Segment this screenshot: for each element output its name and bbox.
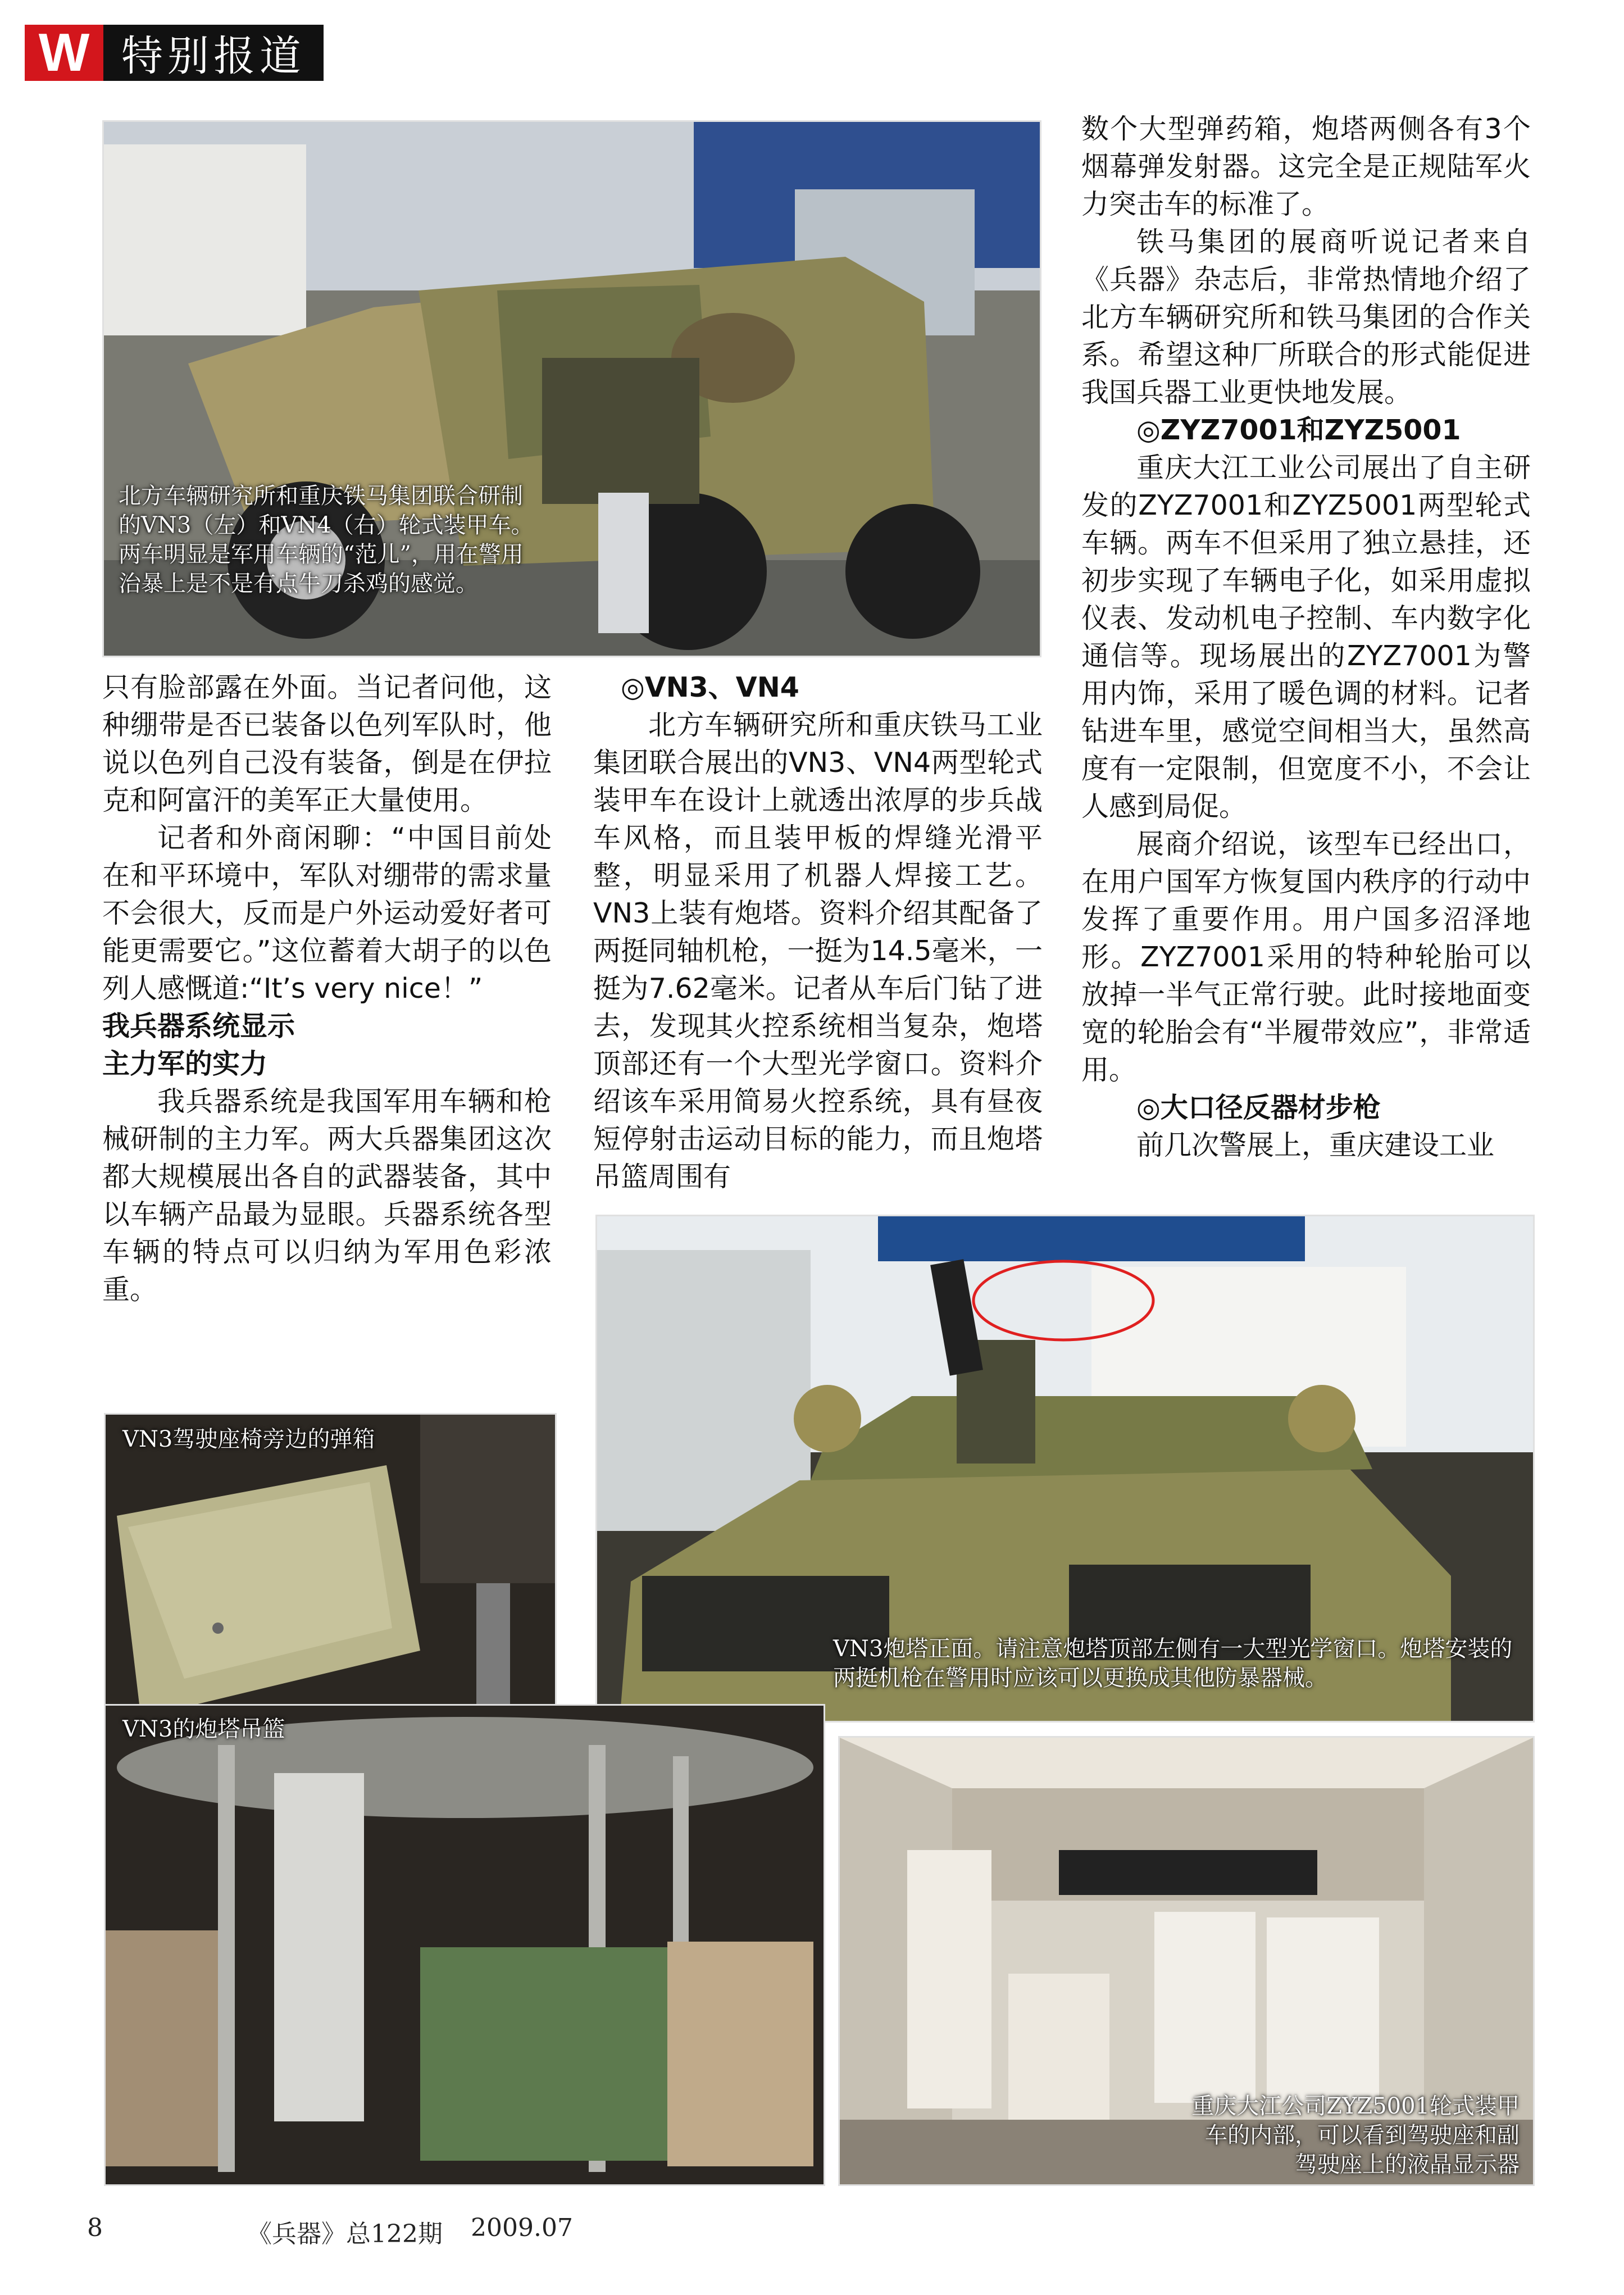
photo-vn3-turret [595,1215,1535,1723]
page-number: 8 [87,2214,103,2242]
paragraph: 我兵器系统是我国军用车辆和枪械研制的主力军。两大兵器集团这次都大规模展出各自的武器装备，其中以车辆产品最为显眼。兵器系统各型车辆的特点可以归纳为军用色彩浓重。 [102,1085,552,1306]
photo-vn3-vn4 [102,120,1041,657]
column-middle [593,669,1043,1196]
photo-interior [838,1736,1535,2186]
paragraph: 展商介绍说，该型车已经出口，在用户国军方恢复国内秩序的行动中发挥了重要作用。用户国多沼泽地形。ZYZ7001采用的特种轮胎可以放掉一半气正常行驶。此时接地面变宽的轮胎会有“半履带效应”，非常适用。 [1081,828,1531,1086]
section-header [25,22,324,83]
subheading: ◎大口径反器材步枪 [1136,1092,1381,1124]
section-heading-line: 我兵器系统显示 [102,1010,295,1042]
paragraph: 只有脸部露在外面。当记者问他，这种绷带是否已装备以色列军队时，他说以色列自己没有装备，倒是在伊拉克和阿富汗的美军正大量使用。 [102,671,552,816]
subheading: ◎VN3、VN4 [621,671,799,703]
paragraph: 北方车辆研究所和重庆铁马工业集团联合展出的VN3、VN4两型轮式装甲车在设计上就透出浓厚的步兵战车风格，而且装甲板的焊缝光滑平整，明显采用了机器人焊接工艺。VN3上装有炮塔。资料介绍其配备了两挺同轴机枪，一挺为14.5毫米，一挺为7.62毫米。记者从车后门钻了进去，发现其火控系统相当复杂，炮塔顶部还有一个大型光学窗口。资料介绍该车采用简易火控系统，具有昼夜短停射击运动目标的能力，而且炮塔吊篮周围有 [593,709,1043,1193]
section-heading-line: 主力军的实力 [102,1048,268,1080]
section-badge: W [25,25,103,81]
paragraph: 记者和外商闲聊：“中国目前处在和平环境中，军队对绷带的需求量不会很大，反而是户外运动爱好者可能更需要它。”这位蓄着大胡子的以色列人感慨道:“It’s very nice！” [102,822,552,1005]
photo-caption: 北方车辆研究所和重庆铁马集团联合研制的VN3（左）和VN4（右）轮式装甲车。两车明显是军用车辆的“范儿”，用在警用治暴上是不是有点牛刀杀鸡的感觉。 [119,483,534,597]
magazine-issue: 《兵器》总122期 [247,2220,443,2248]
photo-caption: VN3炮塔正面。请注意炮塔顶部左侧有一大型光学窗口。炮塔安装的两挺机枪在警用时应该可以更换成其他防暴器械。 [833,1636,1513,1691]
photo-caption: VN3的炮塔吊篮 [122,1716,285,1742]
subheading: ◎ZYZ7001和ZYZ5001 [1136,414,1461,446]
photo-turret-basket [104,1704,825,2186]
section-title: 特别报道 [103,25,324,81]
issue-date: 2009.07 [471,2214,573,2242]
paragraph: 重庆大江工业公司展出了自主研发的ZYZ7001和ZYZ5001两型轮式车辆。两车不但采用了独立悬挂，还初步实现了车辆电子化，如采用虚拟仪表、发动机电子控制、车内数字化通信等。现场展出的ZYZ7001为警用内饰，采用了暖色调的材料。记者钻进车里，感觉空间相当大，虽然高度有一定限制，但宽度不小，不会让人感到局促。 [1081,452,1531,822]
paragraph: 数个大型弹药箱，炮塔两侧各有3个烟幕弹发射器。这完全是正规陆军火力突击车的标准了。 [1081,113,1531,220]
paragraph: 前几次警展上，重庆建设工业 [1136,1129,1495,1161]
photo-caption: 重庆大江公司ZYZ5001轮式装甲车的内部，可以看到驾驶座和副驾驶座上的液晶显示器 [1191,2093,1520,2178]
photo-caption: VN3驾驶座椅旁边的弹箱 [122,1426,375,1452]
column-left [102,669,552,1308]
column-right-top [1081,110,1531,1164]
paragraph: 铁马集团的展商听说记者来自《兵器》杂志后，非常热情地介绍了北方车辆研究所和铁马集团的合作关系。希望这种厂所联合的形式能促进我国兵器工业更快地发展。 [1081,226,1531,408]
photo-ammo-box [104,1413,557,1706]
